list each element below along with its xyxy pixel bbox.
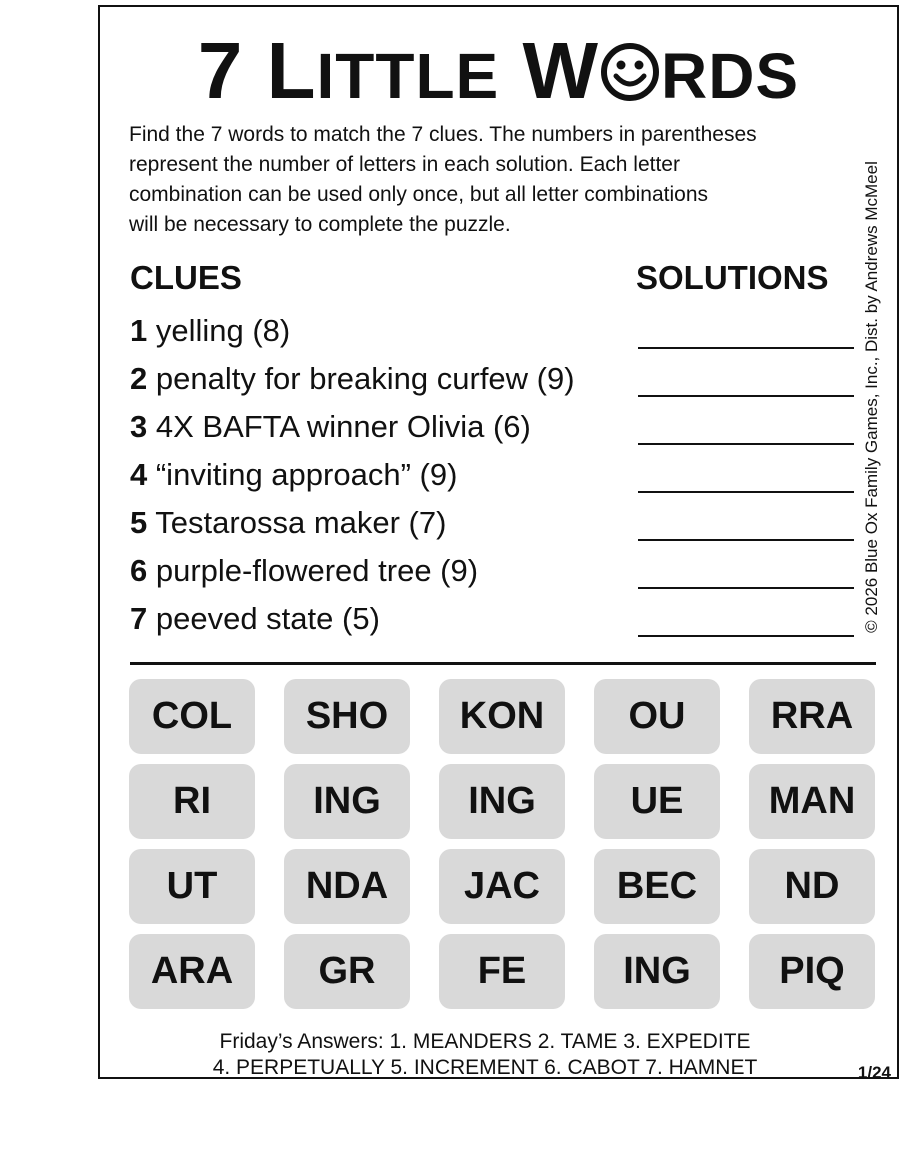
puzzle-date: 1/24 xyxy=(857,1063,891,1082)
instructions-line: combination can be used only once, but all letter combinations xyxy=(129,183,709,206)
solution-blank-3[interactable] xyxy=(638,443,854,445)
clue-text: yelling (8) xyxy=(147,313,291,348)
answers-line-1: Friday’s Answers: 1. MEANDERS 2. TAME 3. EXPEDITE xyxy=(219,1030,751,1053)
puzzle-title xyxy=(100,26,897,118)
clue-row-3 xyxy=(130,405,860,453)
clue-text: peeved state (5) xyxy=(147,601,380,636)
letter-tile[interactable]: UT xyxy=(129,849,255,924)
answers-line-2: 4. PERPETUALLY 5. INCREMENT 6. CABOT 7. HAMNET xyxy=(212,1056,758,1079)
section-divider xyxy=(130,662,876,665)
clue-row-2 xyxy=(130,357,860,405)
letter-tile[interactable]: GR xyxy=(284,934,410,1009)
solution-blank-7[interactable] xyxy=(638,635,854,637)
clue-text: purple-flowered tree (9) xyxy=(147,553,479,588)
letter-tile-grid xyxy=(129,679,877,1009)
letter-tile[interactable]: FE xyxy=(439,934,565,1009)
clue-text: penalty for breaking curfew (9) xyxy=(147,361,575,396)
letter-tile[interactable]: ING xyxy=(284,764,410,839)
instructions-line: Find the 7 words to match the 7 clues. The numbers in parentheses xyxy=(129,123,757,146)
solutions-header: SOLUTIONS xyxy=(636,259,829,296)
clue-row-5 xyxy=(130,501,860,549)
letter-tile[interactable]: SHO xyxy=(284,679,410,754)
clue-number: 7 xyxy=(130,601,148,636)
clue-number: 1 xyxy=(130,313,148,348)
solution-blank-2[interactable] xyxy=(638,395,854,397)
letter-tile[interactable]: ING xyxy=(594,934,720,1009)
smiley-face-icon xyxy=(600,42,660,102)
instructions-line: represent the number of letters in each solution. Each letter xyxy=(129,153,680,176)
copyright-text: © 2026 Blue Ox Family Games, Inc., Dist. by Andrews McMeel xyxy=(862,161,881,633)
letter-tile[interactable]: KON xyxy=(439,679,565,754)
letter-tile[interactable]: ARA xyxy=(129,934,255,1009)
previous-answers xyxy=(100,1029,870,1081)
clue-row-4 xyxy=(130,453,860,501)
letter-tile[interactable]: BEC xyxy=(594,849,720,924)
letter-tile[interactable]: OU xyxy=(594,679,720,754)
instructions xyxy=(129,120,879,240)
clue-row-7 xyxy=(130,597,860,645)
copyright-notice xyxy=(856,127,888,667)
clue-number: 2 xyxy=(130,361,148,396)
clue-text: “inviting approach” (9) xyxy=(147,457,458,492)
clue-text: Testarossa maker (7) xyxy=(147,505,447,540)
instructions-line: will be necessary to complete the puzzle. xyxy=(129,213,511,236)
clue-text: 4X BAFTA winner Olivia (6) xyxy=(147,409,531,444)
letter-tile[interactable]: RI xyxy=(129,764,255,839)
title-text-7-l: 7 L xyxy=(197,26,317,115)
solution-blank-6[interactable] xyxy=(638,587,854,589)
title-text-rds: RDS xyxy=(660,40,800,112)
letter-tile[interactable]: JAC xyxy=(439,849,565,924)
clue-list xyxy=(130,309,860,645)
letter-tile[interactable]: NDA xyxy=(284,849,410,924)
letter-tile[interactable]: UE xyxy=(594,764,720,839)
clue-number: 4 xyxy=(130,457,148,492)
clue-number: 5 xyxy=(130,505,148,540)
clue-row-6 xyxy=(130,549,860,597)
letter-tile[interactable]: PIQ xyxy=(749,934,875,1009)
clue-row-1 xyxy=(130,309,860,357)
title-text-w: W xyxy=(499,26,599,115)
letter-tile[interactable]: MAN xyxy=(749,764,875,839)
solution-blank-1[interactable] xyxy=(638,347,854,349)
solution-blank-5[interactable] xyxy=(638,539,854,541)
letter-tile[interactable]: RRA xyxy=(749,679,875,754)
letter-tile[interactable]: COL xyxy=(129,679,255,754)
letter-tile[interactable]: ND xyxy=(749,849,875,924)
letter-tile[interactable]: ING xyxy=(439,764,565,839)
clue-number: 3 xyxy=(130,409,148,444)
solution-blank-4[interactable] xyxy=(638,491,854,493)
puzzle-frame xyxy=(98,5,899,1082)
title-text-ittle: ITTLE xyxy=(316,40,500,112)
clues-header: CLUES xyxy=(130,259,242,296)
clue-number: 6 xyxy=(130,553,148,588)
